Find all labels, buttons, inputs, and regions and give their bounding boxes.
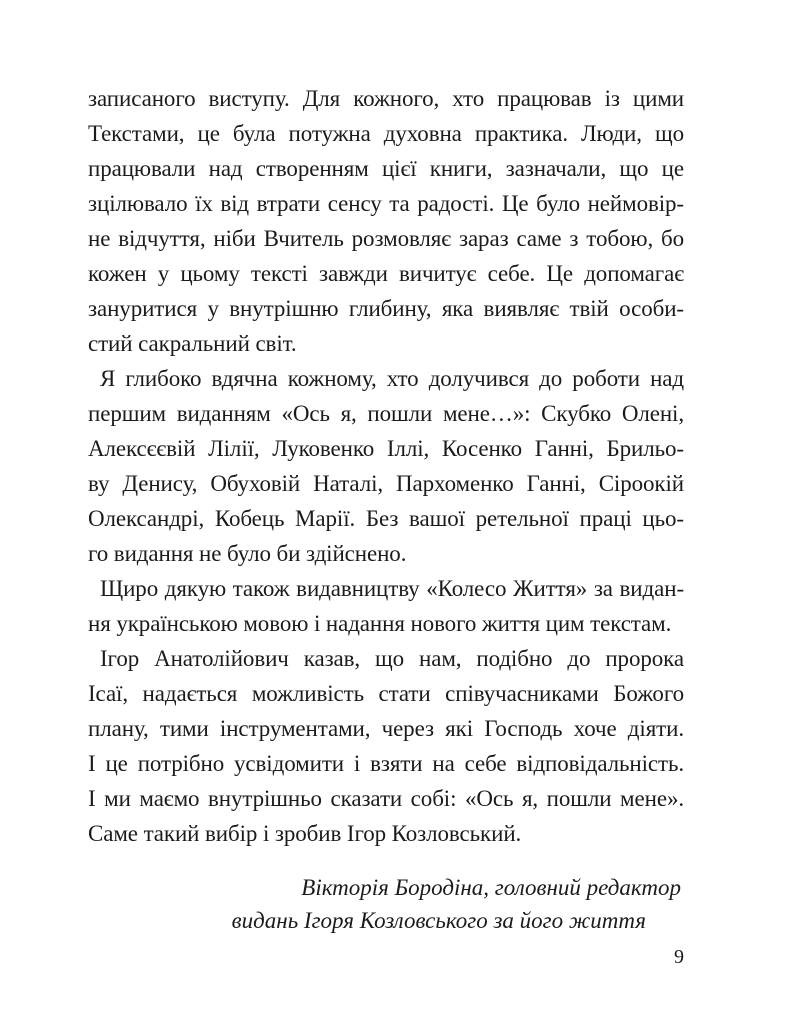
paragraph xyxy=(88,571,684,641)
signature-line: видань Ігоря Козловського за його життя xyxy=(231,908,646,933)
paragraph xyxy=(88,81,684,361)
text-line: плану, тими інструментами, через які Господь хоче діяти. xyxy=(88,716,684,741)
body-text xyxy=(88,81,684,969)
text-line: Текстами, це була потужна духовна практика. Люди, що xyxy=(88,121,684,146)
text-line: працювали над створенням цієї книги, зазначали, що це xyxy=(88,156,684,181)
text-line: Ісаї, надається можливість стати співучасниками Божого xyxy=(88,681,684,706)
signature xyxy=(88,871,684,937)
text-line: Алексєєвій Лілії, Луковенко Іллі, Косенко Ганні, Брильо- xyxy=(88,436,684,461)
text-line: ву Денису, Обуховій Наталі, Пархоменко Ганні, Сіроокій xyxy=(88,471,684,496)
text-line: зануритися у внутрішню глибину, яка виявляє твій особи- xyxy=(88,296,684,321)
text-line: Ігор Анатолійович казав, що нам, подібно до пророка xyxy=(100,646,684,671)
text-line: не відчуття, ніби Вчитель розмовляє зараз саме з тобою, бо xyxy=(88,226,684,251)
text-line: першим виданням «Ось я, пошли мене…»: Скубко Олені, xyxy=(88,401,684,426)
paragraph xyxy=(88,641,684,851)
text-line: стий сакральний світ. xyxy=(88,331,297,356)
paragraph xyxy=(88,361,684,571)
text-line: Саме такий вибір і зробив Ігор Козловський. xyxy=(88,821,522,846)
signature-line: Вікторія Бородіна, головний редактор xyxy=(301,875,681,900)
text-line: Олександрі, Кобець Марії. Без вашої ретельної праці цьо- xyxy=(88,506,684,531)
text-line: ня українською мовою і надання нового життя цим текстам. xyxy=(88,611,672,636)
text-line: І це потрібно усвідомити і взяти на себе відповідальність. xyxy=(88,751,684,776)
text-line: кожен у цьому тексті завжди вичитує себе. Це допомагає xyxy=(88,261,684,286)
page-number: 9 xyxy=(674,946,684,968)
text-line: І ми маємо внутрішньо сказати собі: «Ось я, пошли мене». xyxy=(88,786,684,811)
text-line: зцілювало їх від втрати сенсу та радості. Це було неймовір- xyxy=(88,191,684,216)
text-line: записаного виступу. Для кожного, хто працював із цими xyxy=(88,86,684,111)
text-line: Я глибоко вдячна кожному, хто долучився до роботи над xyxy=(100,366,684,391)
text-line: Щиро дякую також видавництву «Колесо Життя» за видан- xyxy=(100,576,684,601)
text-line: го видання не було би здійснено. xyxy=(88,541,407,566)
